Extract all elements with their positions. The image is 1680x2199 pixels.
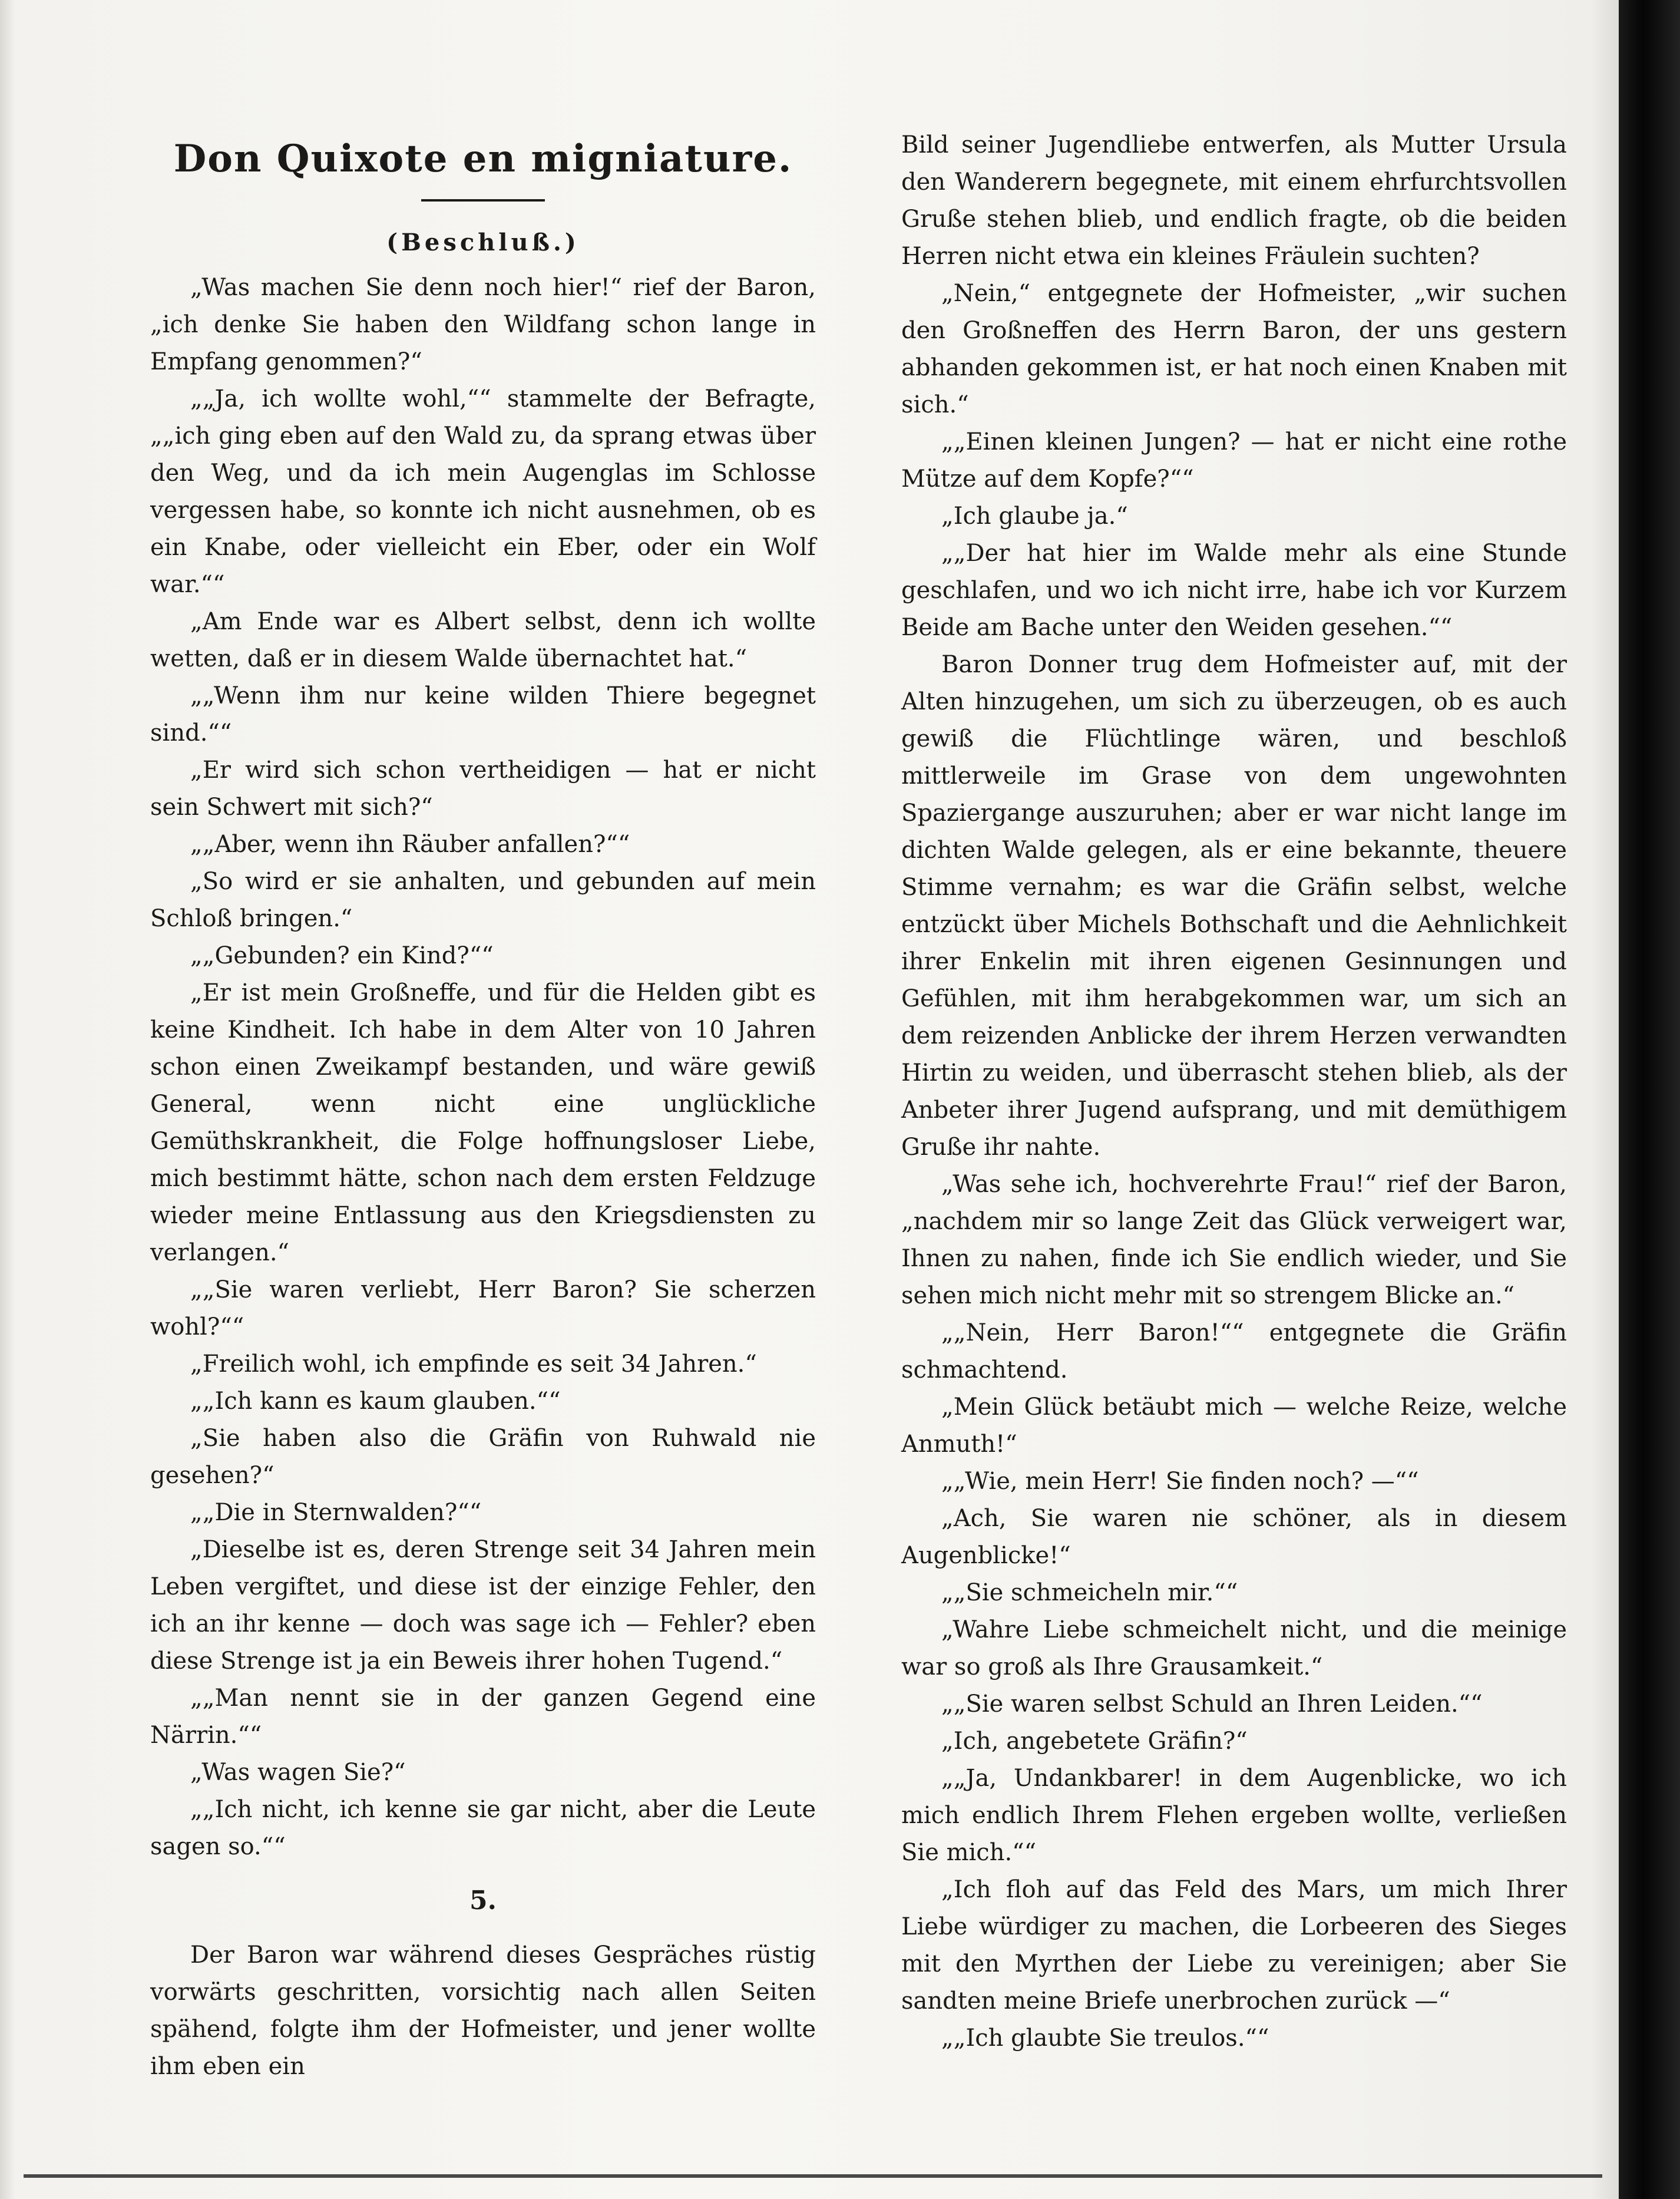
- article-title: Don Quixote en migniature.: [173, 137, 793, 181]
- book-spine: [1619, 0, 1680, 2199]
- bottom-border: [24, 2174, 1602, 2178]
- page-left-edge: [0, 0, 15, 2199]
- left-paragraphs: [150, 269, 816, 1865]
- title-rule: [421, 199, 545, 202]
- paragraph: Der Baron war während dieses Gespräches rüstig vorwärts geschritten, vorsichtig nach allen Seiten spähend, folgte ihm der Hofmeister, und jener wollte ihm eben ein: [150, 1942, 816, 2080]
- paragraph: „„Sie waren selbst Schuld an Ihren Leiden.““: [941, 1690, 1483, 1718]
- paragraph: „Nein,“ entgegnete der Hofmeister, „wir suchen den Großneffen des Herrn Baron, der uns gestern abhanden gekommen ist, er hat noch einen Knaben mit sich.“: [901, 280, 1567, 418]
- paragraph: Bild seiner Jugendliebe entwerfen, als Mutter Ursula den Wanderern begegnete, mit einem ehrfurchtsvollen Gruße stehen blieb, und endlich fragte, ob die beiden Herren nicht etwa ein kleines Fräulein suchten?: [901, 131, 1567, 270]
- section-number: 5.: [469, 1886, 497, 1916]
- page-edge-shadow: [1590, 0, 1619, 2199]
- paragraph: „Er wird sich schon vertheidigen — hat er nicht sein Schwert mit sich?“: [150, 757, 816, 821]
- paragraph: „„Der hat hier im Walde mehr als eine Stunde geschlafen, und wo ich nicht irre, habe ich vor Kurzem Beide am Bache unter den Weiden gesehen.““: [901, 540, 1567, 641]
- paragraph: „Ich glaube ja.“: [941, 503, 1128, 530]
- paragraph: „Ach, Sie waren nie schöner, als in diesem Augenblicke!“: [901, 1505, 1567, 1569]
- paragraph: „„Die in Sternwalden?““: [190, 1499, 482, 1526]
- paragraph: „Was wagen Sie?“: [190, 1759, 406, 1786]
- paragraph: „„Wie, mein Herr! Sie finden noch? —““: [941, 1468, 1419, 1495]
- article-subtitle: (Beschluß.): [386, 229, 580, 256]
- paragraph: „Was machen Sie denn noch hier!“ rief der Baron, „ich denke Sie haben den Wildfang schon lange in Empfang genommen?“: [150, 274, 816, 375]
- paragraph: „Ich, angebetete Gräfin?“: [941, 1728, 1248, 1755]
- paragraph: „„Man nennt sie in der ganzen Gegend eine Närrin.““: [150, 1685, 816, 1749]
- paragraph: „Sie haben also die Gräfin von Ruhwald nie gesehen?“: [150, 1425, 816, 1489]
- paragraph: „Was sehe ich, hochverehrte Frau!“ rief der Baron, „nachdem mir so lange Zeit das Glück verweigert war, Ihnen zu nahen, finde ich Sie endlich wieder, und Sie sehen mich nicht mehr mit so strengem Blicke an.“: [901, 1171, 1567, 1309]
- paragraph: „„Gebunden? ein Kind?““: [190, 942, 494, 969]
- paragraph: „„Sie schmeicheln mir.““: [941, 1579, 1238, 1606]
- paragraph: „„Ja, Undankbarer! in dem Augenblicke, wo ich mich endlich Ihrem Flehen ergeben wollte, verließen Sie mich.““: [901, 1765, 1567, 1866]
- paragraph: „Ich floh auf das Feld des Mars, um mich Ihrer Liebe würdiger zu machen, die Lorbeeren des Sieges mit den Myrthen der Liebe zu vereinigen; aber Sie sandten meine Briefe unerbrochen zurück —“: [901, 1876, 1567, 2015]
- paragraph: „So wird er sie anhalten, und gebunden auf mein Schloß bringen.“: [150, 868, 816, 932]
- paragraph: „„Sie waren verliebt, Herr Baron? Sie scherzen wohl?““: [150, 1276, 816, 1340]
- paragraph: „Wahre Liebe schmeichelt nicht, und die meinige war so groß als Ihre Grausamkeit.“: [901, 1616, 1567, 1680]
- paragraph: „Er ist mein Großneffe, und für die Helden gibt es keine Kindheit. Ich habe in dem Alter von 10 Jahren schon einen Zweikampf bestanden, und wäre gewiß General, wenn nicht eine unglückliche Gemüthskrankheit, die Folge hoffnungsloser Liebe, mich bestimmt hätte, schon nach dem ersten Feldzuge wieder meine Entlassung aus den Kriegsdiensten zu verlangen.“: [150, 979, 816, 1266]
- paragraph: „„Aber, wenn ihn Räuber anfallen?““: [190, 831, 630, 858]
- paragraph: „„Einen kleinen Jungen? — hat er nicht eine rothe Mütze auf dem Kopfe?““: [901, 428, 1567, 493]
- paragraph: „„Nein, Herr Baron!““ entgegnete die Gräfin schmachtend.: [901, 1319, 1567, 1384]
- paragraph: „„Ja, ich wollte wohl,““ stammelte der Befragte, „„ich ging eben auf den Wald zu, da sprang etwas über den Weg, und da ich mein Augenglas im Schlosse vergessen habe, so konnte ich nicht ausnehmen, ob es ein Knabe, oder vielleicht ein Eber, oder ein Wolf war.““: [150, 385, 816, 598]
- paragraph: „Mein Glück betäubt mich — welche Reize, welche Anmuth!“: [901, 1394, 1567, 1458]
- right-paragraphs: [901, 127, 1567, 2057]
- paragraph: „Dieselbe ist es, deren Strenge seit 34 Jahren mein Leben vergiftet, und diese ist der einzige Fehler, den ich an ihr kenne — doch was sage ich — Fehler? eben diese Strenge ist ja ein Beweis ihrer hohen Tugend.“: [150, 1536, 816, 1675]
- left-paragraphs-after-section: [150, 1937, 816, 2085]
- paragraph: „„Ich glaubte Sie treulos.““: [941, 2025, 1269, 2052]
- paragraph: „Freilich wohl, ich empfinde es seit 34 Jahren.“: [190, 1351, 757, 1378]
- paragraph: Baron Donner trug dem Hofmeister auf, mit der Alten hinzugehen, um sich zu überzeugen, ob es auch gewiß die Flüchtlinge wären, und beschloß mittlerweile im Grase von dem ungewohnten Spaziergange auszuruhen; aber er war nicht lange im dichten Walde gelegen, als er eine bekannte, theuere Stimme vernahm; es war die Gräfin selbst, welche entzückt über Michels Bothschaft und die Aehnlichkeit ihrer Enkelin mit ihren eigenen Gesinnungen und Gefühlen, mit ihm herabgekommen war, um sich an dem reizenden Anblicke der ihrem Herzen verwandten Hirtin zu weiden, und überrascht stehen blieb, als der Anbeter ihrer Jugend aufsprang, und mit demüthigem Gruße ihr nahte.: [901, 651, 1567, 1161]
- paragraph: „„Wenn ihm nur keine wilden Thiere begegnet sind.““: [150, 682, 816, 747]
- right-column: [901, 127, 1567, 2057]
- left-column: [150, 118, 816, 2085]
- paragraph: „„Ich nicht, ich kenne sie gar nicht, aber die Leute sagen so.““: [150, 1796, 816, 1860]
- paragraph: „Am Ende war es Albert selbst, denn ich wollte wetten, daß er in diesem Walde übernachtet hat.“: [150, 608, 816, 672]
- paragraph: „„Ich kann es kaum glauben.““: [190, 1388, 561, 1415]
